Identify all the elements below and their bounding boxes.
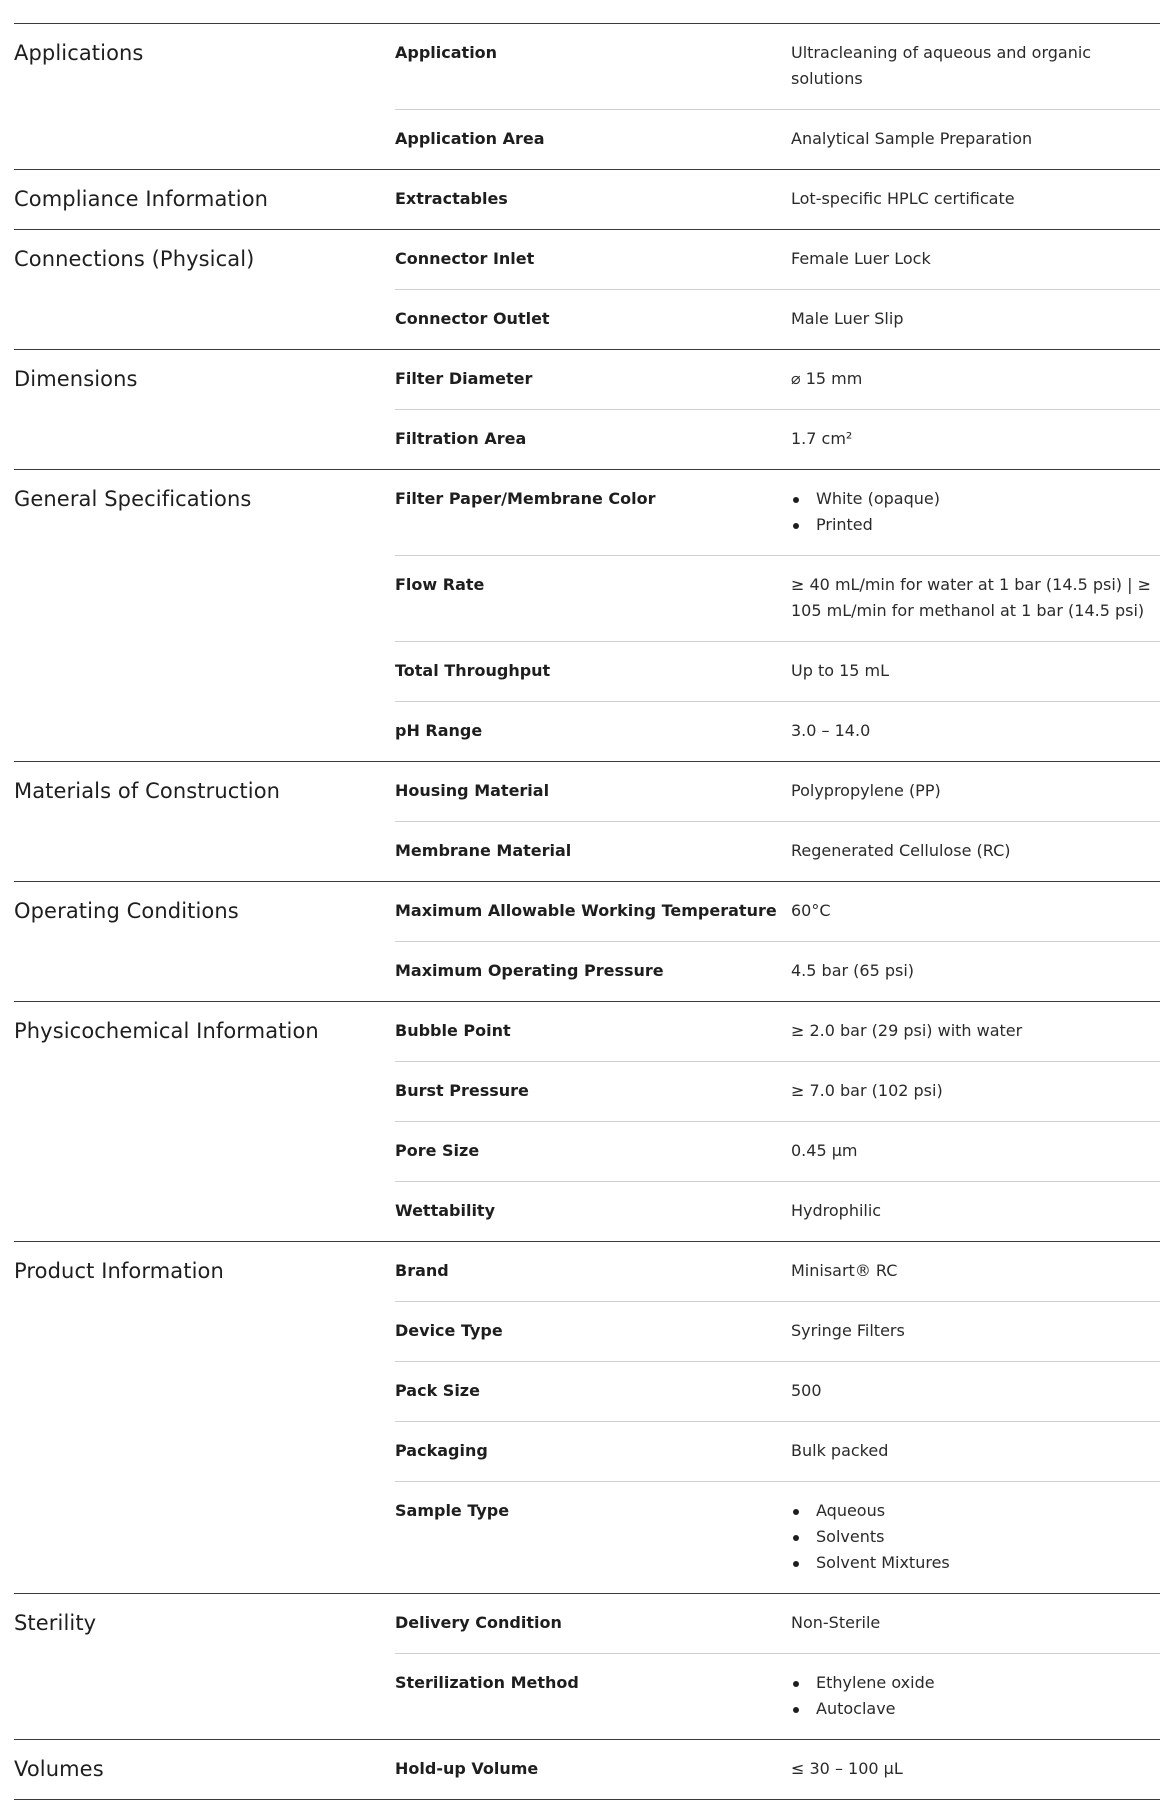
- spec-row: [395, 230, 1160, 289]
- spec-value: 3.0 – 14.0: [791, 721, 871, 740]
- spec-row: [395, 821, 1160, 881]
- section-title: Materials of Construction: [14, 779, 281, 803]
- spec-label: Wettability: [395, 1201, 496, 1220]
- spec-value: Male Luer Slip: [791, 309, 904, 328]
- section-rows: [395, 1740, 1160, 1799]
- section-rows: [395, 170, 1160, 229]
- spec-value: Regenerated Cellulose (RC): [791, 841, 1011, 860]
- section-title: Operating Conditions: [14, 899, 239, 923]
- section-rows: [395, 24, 1160, 169]
- spec-row: [395, 170, 1160, 229]
- spec-value: Polypropylene (PP): [791, 781, 941, 800]
- section-title: Volumes: [14, 1757, 104, 1781]
- spec-section: [14, 1242, 1160, 1594]
- spec-row: [395, 1421, 1160, 1481]
- spec-row: [395, 289, 1160, 349]
- spec-value: [791, 1498, 1160, 1576]
- specifications-table: [14, 23, 1160, 1800]
- spec-value-list-item: Solvent Mixtures: [791, 1550, 1160, 1576]
- spec-row: [395, 762, 1160, 821]
- section-title: Sterility: [14, 1611, 97, 1635]
- spec-value-list-item: Printed: [791, 512, 1160, 538]
- spec-label: Pack Size: [395, 1381, 480, 1400]
- spec-label: Device Type: [395, 1321, 503, 1340]
- section-rows: [395, 882, 1160, 1001]
- spec-value: [791, 486, 1160, 538]
- spec-label: Pore Size: [395, 1141, 480, 1160]
- section-title: Dimensions: [14, 367, 138, 391]
- spec-value: Analytical Sample Preparation: [791, 129, 1033, 148]
- spec-row: [395, 882, 1160, 941]
- spec-row: [395, 941, 1160, 1001]
- spec-value-list-item: Aqueous: [791, 1498, 1160, 1524]
- section-rows: [395, 762, 1160, 881]
- spec-label: Sample Type: [395, 1501, 510, 1520]
- section-rows: [395, 470, 1160, 761]
- spec-label: Delivery Condition: [395, 1613, 562, 1632]
- spec-label: Hold-up Volume: [395, 1759, 539, 1778]
- spec-row: [395, 555, 1160, 641]
- spec-value: Bulk packed: [791, 1441, 889, 1460]
- spec-value: 1.7 cm²: [791, 429, 853, 448]
- spec-value: Lot-specific HPLC certificate: [791, 189, 1015, 208]
- spec-section: [14, 470, 1160, 762]
- spec-row: [395, 350, 1160, 409]
- spec-label: Maximum Allowable Working Temperature: [395, 901, 777, 920]
- spec-value: Female Luer Lock: [791, 249, 931, 268]
- spec-value-list: [791, 1498, 1160, 1576]
- spec-value: 500: [791, 1381, 822, 1400]
- section-rows: [395, 230, 1160, 349]
- spec-section: [14, 1002, 1160, 1242]
- spec-row: [395, 1121, 1160, 1181]
- spec-value: Minisart® RC: [791, 1261, 898, 1280]
- spec-section: [14, 882, 1160, 1002]
- spec-row: [395, 1242, 1160, 1301]
- spec-label: Extractables: [395, 189, 508, 208]
- spec-label: Brand: [395, 1261, 449, 1280]
- spec-row: [395, 109, 1160, 169]
- spec-label: Membrane Material: [395, 841, 572, 860]
- spec-value: 4.5 bar (65 psi): [791, 961, 915, 980]
- spec-row: [395, 1061, 1160, 1121]
- spec-value-list-item: Autoclave: [791, 1696, 1160, 1722]
- spec-row: [395, 470, 1160, 555]
- spec-label: Filter Diameter: [395, 369, 533, 388]
- section-title: General Specifications: [14, 487, 252, 511]
- spec-row: [395, 1594, 1160, 1653]
- section-rows: [395, 1594, 1160, 1739]
- spec-section: [14, 24, 1160, 170]
- spec-label: Housing Material: [395, 781, 550, 800]
- spec-row: [395, 1002, 1160, 1061]
- spec-value-list-item: Ethylene oxide: [791, 1670, 1160, 1696]
- spec-label: Maximum Operating Pressure: [395, 961, 664, 980]
- spec-label: Connector Inlet: [395, 249, 535, 268]
- spec-label: Packaging: [395, 1441, 488, 1460]
- spec-value: Up to 15 mL: [791, 661, 890, 680]
- spec-row: [395, 641, 1160, 701]
- spec-label: Application: [395, 43, 498, 62]
- section-title: Compliance Information: [14, 187, 269, 211]
- spec-label: Connector Outlet: [395, 309, 550, 328]
- spec-row: [395, 1653, 1160, 1739]
- spec-value: ≤ 30 – 100 µL: [791, 1759, 903, 1778]
- spec-section: [14, 762, 1160, 882]
- spec-label: Bubble Point: [395, 1021, 511, 1040]
- spec-row: [395, 1181, 1160, 1241]
- spec-label: Filter Paper/Membrane Color: [395, 489, 656, 508]
- spec-row: [395, 409, 1160, 469]
- section-title: Applications: [14, 41, 144, 65]
- spec-value-list-item: White (opaque): [791, 486, 1160, 512]
- spec-section: [14, 1594, 1160, 1740]
- spec-section: [14, 170, 1160, 230]
- spec-value: ⌀ 15 mm: [791, 369, 863, 388]
- spec-value-list-item: Solvents: [791, 1524, 1160, 1550]
- spec-value: 0.45 µm: [791, 1141, 858, 1160]
- spec-value: [791, 1670, 1160, 1722]
- spec-row: [395, 1361, 1160, 1421]
- spec-section: [14, 1740, 1160, 1800]
- spec-row: [395, 24, 1160, 109]
- spec-value: Ultracleaning of aqueous and organic solutions: [791, 43, 1092, 88]
- spec-label: Application Area: [395, 129, 545, 148]
- spec-value-list: [791, 486, 1160, 538]
- spec-label: Flow Rate: [395, 575, 485, 594]
- spec-label: Filtration Area: [395, 429, 527, 448]
- spec-value: Non-Sterile: [791, 1613, 881, 1632]
- spec-row: [395, 1301, 1160, 1361]
- spec-row: [395, 701, 1160, 761]
- spec-value-list: [791, 1670, 1160, 1722]
- spec-row: [395, 1481, 1160, 1593]
- spec-label: Sterilization Method: [395, 1673, 579, 1692]
- spec-section: [14, 230, 1160, 350]
- section-title: Connections (Physical): [14, 247, 255, 271]
- spec-row: [395, 1740, 1160, 1799]
- spec-value: ≥ 40 mL/min for water at 1 bar (14.5 psi) | ≥ 105 mL/min for methanol at 1 bar (14.5 psi): [791, 575, 1151, 620]
- spec-section: [14, 350, 1160, 470]
- spec-label: pH Range: [395, 721, 483, 740]
- spec-label: Total Throughput: [395, 661, 551, 680]
- section-rows: [395, 350, 1160, 469]
- spec-value: Syringe Filters: [791, 1321, 905, 1340]
- spec-label: Burst Pressure: [395, 1081, 529, 1100]
- spec-value: 60°C: [791, 901, 831, 920]
- section-title: Physicochemical Information: [14, 1019, 319, 1043]
- section-rows: [395, 1242, 1160, 1593]
- section-title: Product Information: [14, 1259, 224, 1283]
- section-rows: [395, 1002, 1160, 1241]
- spec-value: ≥ 7.0 bar (102 psi): [791, 1081, 943, 1100]
- spec-value: Hydrophilic: [791, 1201, 882, 1220]
- spec-value: ≥ 2.0 bar (29 psi) with water: [791, 1021, 1023, 1040]
